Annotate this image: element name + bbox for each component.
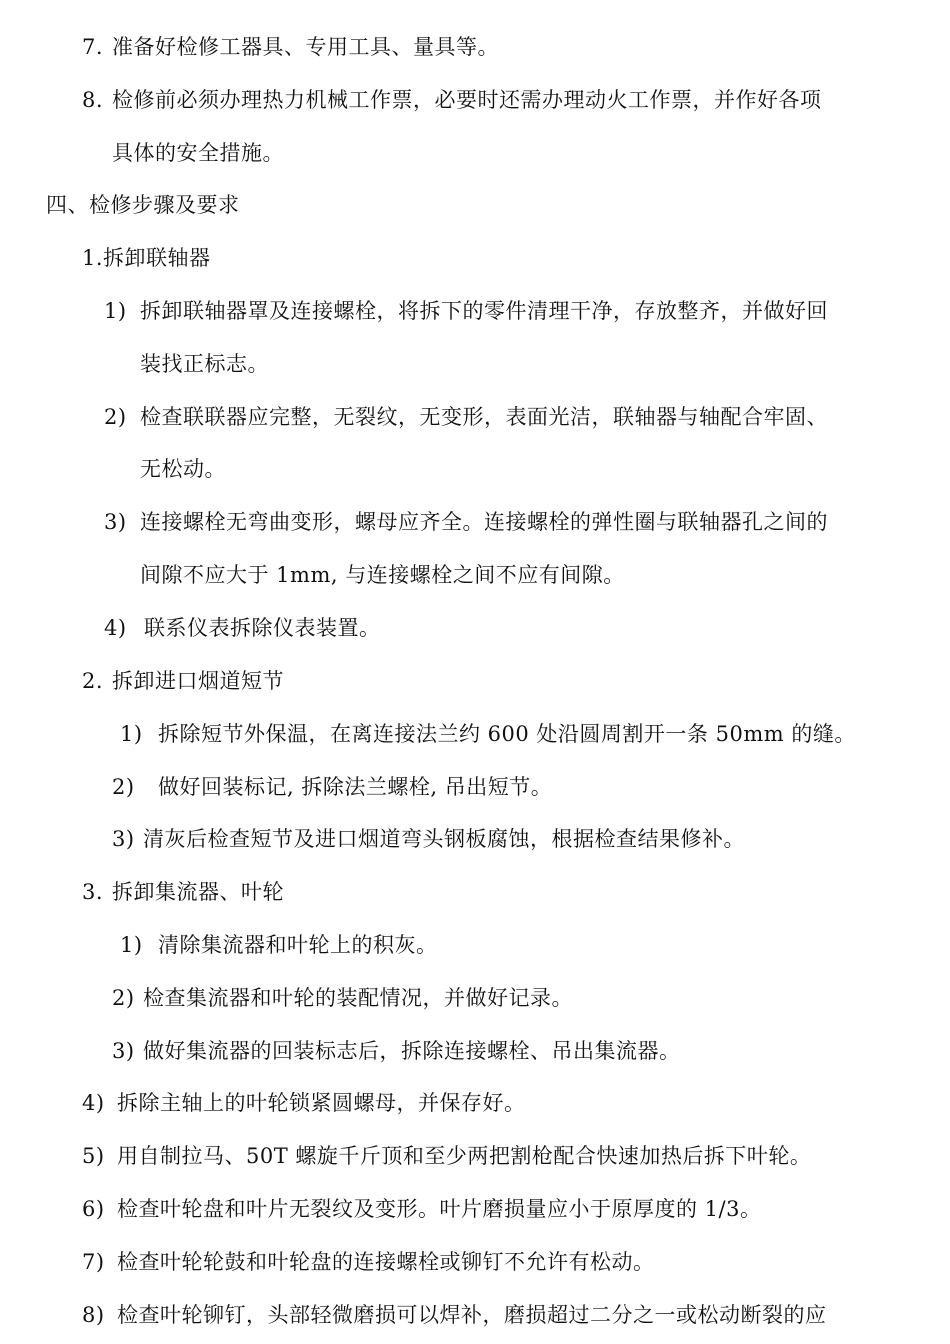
list-item [112,772,552,802]
item-text: 拆卸联轴器罩及连接螺栓，将拆下的零件清理干净，存放整齐，并做好回 [140,299,828,323]
subsection-heading [82,877,284,907]
item-number: 2) [112,986,135,1010]
item-text: 检查叶轮铆钉，头部轻微磨损可以焊补，磨损超过二分之一或松动断裂的应 [117,1303,827,1327]
list-item-8 [82,85,822,115]
item-number: 8) [82,1303,105,1327]
item-text: 检查叶轮轮鼓和叶轮盘的连接螺栓或铆钉不允许有松动。 [117,1250,655,1274]
item-text: 清除集流器和叶轮上的积灰。 [158,933,438,957]
subsection-heading [82,666,284,696]
item-text: 准备好检修工器具、专用工具、量具等。 [112,35,499,59]
item-text: 装找正标志。 [140,352,269,376]
list-item [82,1141,811,1171]
list-item [112,1036,681,1066]
item-number: 7. [82,35,104,59]
item-text: 用自制拉马、50T 螺旋千斤顶和至少两把割枪配合快速加热后拆下叶轮。 [117,1144,812,1168]
item-number: 3) [112,1039,135,1063]
list-item [104,613,381,643]
list-item [82,1300,827,1330]
item-number: 8. [82,88,104,112]
item-text: 检查叶轮盘和叶片无裂纹及变形。叶片磨损量应小于原厚度的 1/3。 [117,1197,762,1221]
heading-text: 拆卸进口烟道短节 [112,669,284,693]
item-number: 4) [104,616,127,640]
list-item [104,402,828,432]
item-number: 4) [82,1091,105,1115]
item-number: 1) [120,722,143,746]
item-number: 3) [104,510,127,534]
item-text: 连接螺栓无弯曲变形，螺母应齐全。连接螺栓的弹性圈与联轴器孔之间的 [140,510,828,534]
item-number: 3. [82,880,104,904]
list-item-8-continued [112,138,284,168]
item-number: 2) [112,775,135,799]
heading-text: 拆卸集流器、叶轮 [112,880,284,904]
item-text: 检查集流器和叶轮的装配情况，并做好记录。 [143,986,573,1010]
item-text: 检查联联器应完整，无裂纹，无变形，表面光洁，联轴器与轴配合牢固、 [140,405,828,429]
heading-text: 四、检修步骤及要求 [46,193,240,217]
list-item-continued [140,349,269,379]
item-number: 7) [82,1250,105,1274]
item-number: 2. [82,669,104,693]
item-number: 5) [82,1144,105,1168]
item-text: 清灰后检查短节及进口烟道弯头钢板腐蚀，根据检查结果修补。 [143,827,745,851]
item-text: 做好集流器的回装标志后，拆除连接螺栓、吊出集流器。 [143,1039,681,1063]
item-text: 间隙不应大于 1mm, 与连接螺栓之间不应有间隙。 [140,563,625,587]
item-text: 检修前必须办理热力机械工作票，必要时还需办理动火工作票，并作好各项 [112,88,822,112]
list-item [120,719,856,749]
list-item [104,296,828,326]
list-item-continued [140,454,226,484]
list-item-continued [140,560,625,590]
list-item [82,1247,655,1277]
item-text: 拆除主轴上的叶轮锁紧圆螺母，并保存好。 [117,1091,526,1115]
list-item [120,930,438,960]
list-item-7 [82,32,499,62]
list-item [112,824,745,854]
item-number: 6) [82,1197,105,1221]
item-number: 3) [112,827,135,851]
subsection-heading [82,243,211,273]
item-number: 1) [120,933,143,957]
section-heading [46,190,240,220]
item-number: 2) [104,405,127,429]
item-text: 具体的安全措施。 [112,141,284,165]
list-item [104,507,828,537]
item-text: 做好回装标记, 拆除法兰螺栓, 吊出短节。 [158,775,553,799]
item-number: 1) [104,299,127,323]
list-item [112,983,573,1013]
list-item [82,1194,761,1224]
item-text: 拆除短节外保温，在离连接法兰约 600 处沿圆周割开一条 50mm 的缝。 [158,722,856,746]
item-text: 无松动。 [140,457,226,481]
heading-text: 1.拆卸联轴器 [82,246,211,270]
item-text: 联系仪表拆除仪表装置。 [144,616,381,640]
list-item [82,1088,526,1118]
